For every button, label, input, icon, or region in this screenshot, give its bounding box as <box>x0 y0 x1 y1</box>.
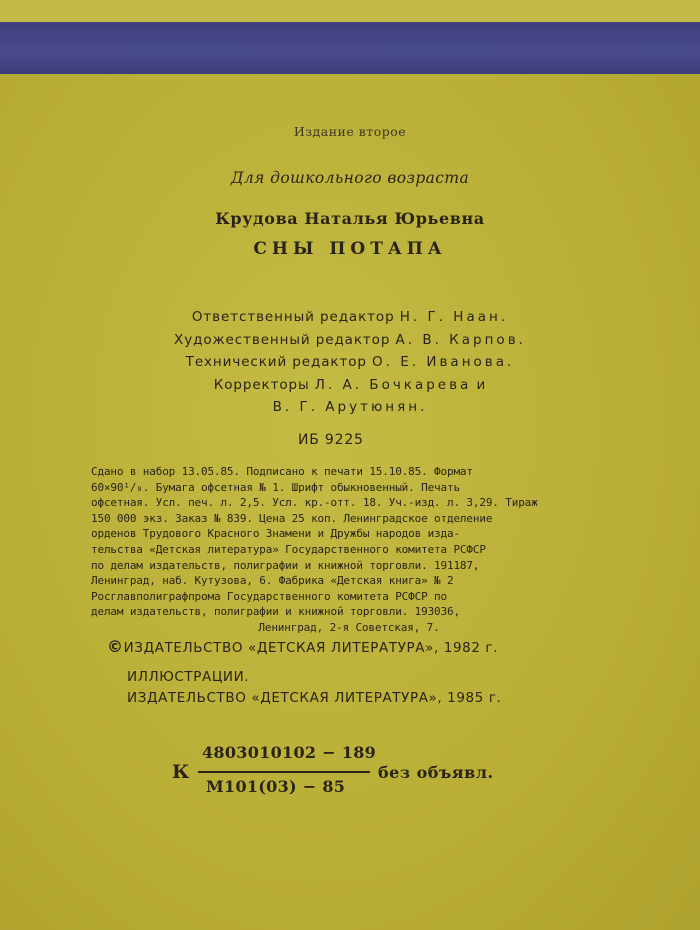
credit-responsible-editor <box>0 306 700 329</box>
credit-art-editor <box>0 329 700 352</box>
imprint-line: Ленинград, 2-я Советская, 7. <box>258 620 440 634</box>
credit-conjunction: и <box>476 376 487 393</box>
credit-corrector-2 <box>0 396 700 419</box>
book-title: СНЫ ПОТАПА <box>253 239 447 259</box>
author-name: Крудова Наталья Юрьевна <box>215 209 485 228</box>
age-group-label: Для дошкольного возраста <box>230 169 470 187</box>
copyright-icon: © <box>107 637 124 656</box>
imprint-block <box>91 464 607 636</box>
index-letter: К <box>172 761 190 783</box>
ib-number: ИБ 9225 <box>298 432 364 448</box>
illustrations-credit <box>127 667 501 709</box>
edition-label: Издание второе <box>293 124 407 139</box>
illustrations-line: ИЗДАТЕЛЬСТВО «ДЕТСКАЯ ЛИТЕРАТУРА», 1985 г. <box>127 690 502 706</box>
imprint-line: тельства «Детская литература» Государственного комитета РСФСР <box>91 542 486 556</box>
credit-role: Корректоры <box>213 376 310 393</box>
top-edge <box>0 0 700 22</box>
credit-name: А. В. Карпов. <box>395 331 526 348</box>
imprint-line: Ленинград, наб. Кутузова, 6. Фабрика «Детская книга» № 2 <box>91 574 454 588</box>
imprint-line: офсетная. Усл. печ. л. 2,5. Усл. кр.-отт. 18. Уч.-изд. л. 3,29. Тираж <box>91 496 538 510</box>
credit-correctors <box>0 374 700 397</box>
fraction-line <box>198 771 370 773</box>
index-note: без объявл. <box>378 763 494 782</box>
top-color-band <box>0 22 700 74</box>
credit-role: Технический редактор <box>185 354 367 371</box>
credit-name: Л. А. Бочкарева <box>314 376 472 393</box>
credit-name: О. Е. Иванова. <box>372 354 515 371</box>
credit-role: Художественный редактор <box>174 331 391 348</box>
copyright-line <box>107 637 498 656</box>
imprint-line: 60×90¹/₈. Бумага офсетная № 1. Шрифт обыкновенный. Печать <box>91 480 460 494</box>
credits-block <box>0 306 700 419</box>
imprint-line: орденов Трудового Красного Знамени и Дружбы народов изда- <box>91 527 460 541</box>
imprint-line: 150 000 экз. Заказ № 839. Цена 25 коп. Ленинградское отделение <box>91 511 493 525</box>
credit-role: Ответственный редактор <box>191 309 395 325</box>
copyright-text: ИЗДАТЕЛЬСТВО «ДЕТСКАЯ ЛИТЕРАТУРА», 1982 г. <box>123 640 499 656</box>
imprint-line: по делам издательств, полиграфии и книжной торговли. 191187, <box>91 558 480 572</box>
credit-name: Н. Г. Наан. <box>399 309 509 325</box>
credit-name: В. Г. Арутюнян. <box>272 399 428 416</box>
imprint-line: Росглавполиграфпрома Государственного комитета РСФСР по <box>91 589 447 603</box>
index-denominator: М101(03) − 85 <box>206 777 346 796</box>
index-numerator: 4803010102 − 189 <box>202 743 377 762</box>
imprint-line: Сдано в набор 13.05.85. Подписано к печати 15.10.85. Формат <box>91 465 473 478</box>
illustrations-line: ИЛЛЮСТРАЦИИ. <box>127 669 250 685</box>
credit-tech-editor <box>0 351 700 374</box>
imprint-line: делам издательств, полиграфии и книжной торговли. 193036, <box>91 605 460 619</box>
